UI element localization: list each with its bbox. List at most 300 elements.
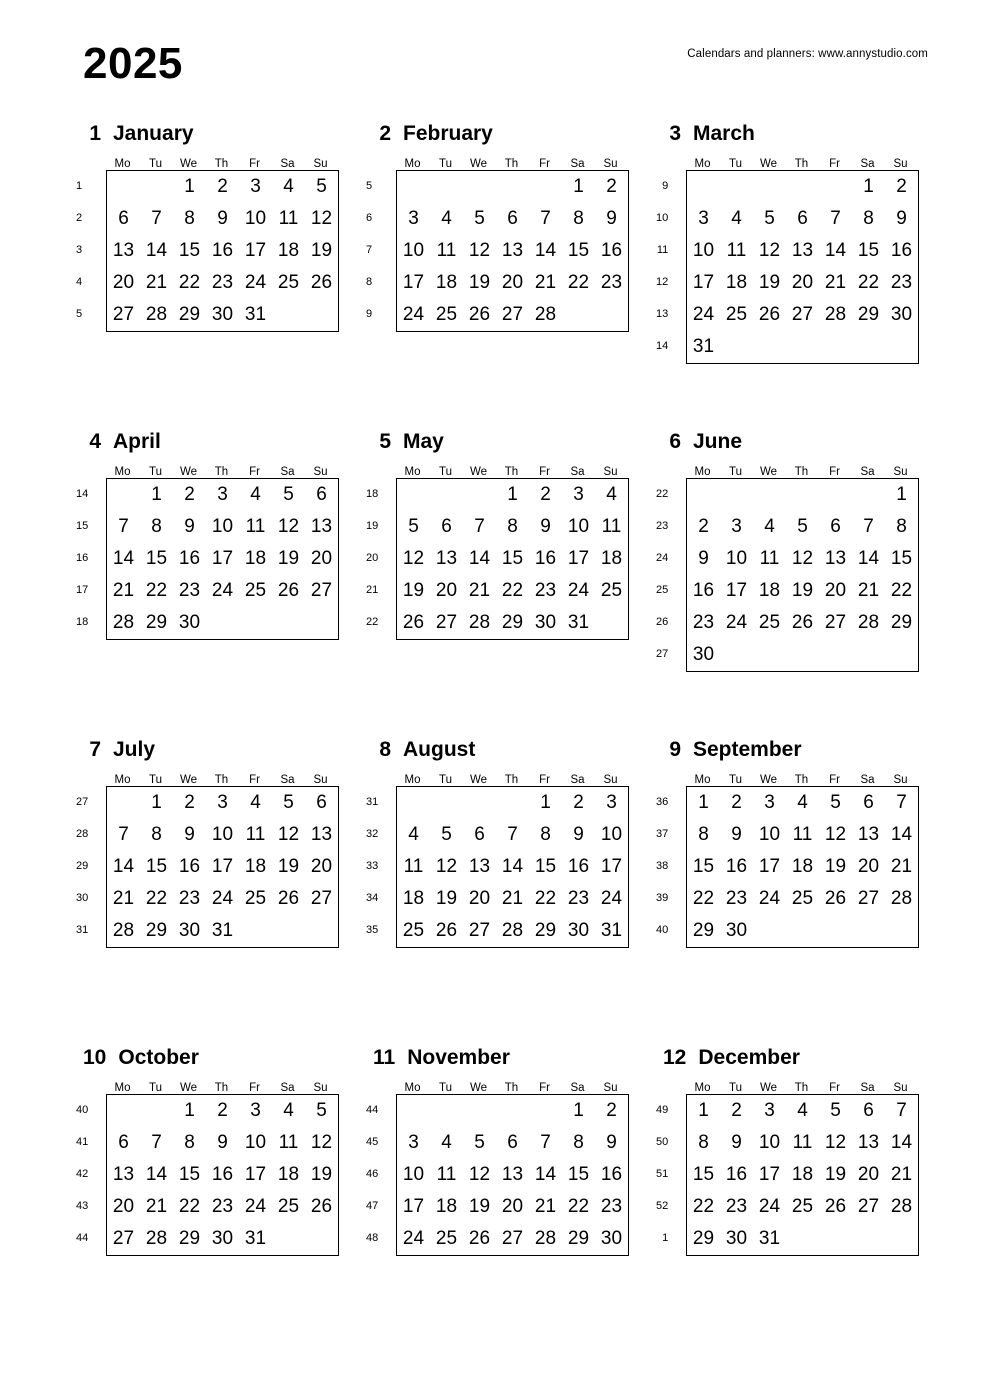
day-cell[interactable]: 18: [791, 856, 814, 877]
day-cell[interactable]: 18: [600, 548, 623, 569]
day-cell[interactable]: 7: [540, 1132, 551, 1153]
day-cell[interactable]: 1: [540, 792, 551, 813]
day-cell[interactable]: 16: [890, 240, 913, 261]
day-cell[interactable]: 19: [824, 1164, 847, 1185]
day-cell[interactable]: 24: [211, 888, 234, 909]
day-cell[interactable]: 14: [112, 856, 135, 877]
day-cell[interactable]: 24: [211, 580, 234, 601]
day-cell[interactable]: 13: [501, 1164, 524, 1185]
day-cell[interactable]: 7: [830, 208, 841, 229]
day-cell[interactable]: 26: [758, 304, 781, 325]
day-cell[interactable]: 17: [211, 548, 234, 569]
day-cell[interactable]: 21: [468, 580, 491, 601]
day-cell[interactable]: 20: [501, 272, 524, 293]
day-cell[interactable]: 13: [857, 1132, 880, 1153]
day-cell[interactable]: 15: [692, 1164, 715, 1185]
day-cell[interactable]: 20: [310, 548, 333, 569]
day-cell[interactable]: 17: [758, 1164, 781, 1185]
day-cell[interactable]: 9: [731, 824, 742, 845]
day-cell[interactable]: 23: [534, 580, 557, 601]
day-cell[interactable]: 15: [692, 856, 715, 877]
day-cell[interactable]: 10: [244, 208, 267, 229]
day-cell[interactable]: 2: [217, 176, 228, 197]
day-cell[interactable]: 3: [731, 516, 742, 537]
day-cell[interactable]: 1: [698, 1100, 709, 1121]
day-cell[interactable]: 27: [824, 612, 847, 633]
day-cell[interactable]: 27: [310, 888, 333, 909]
day-cell[interactable]: 8: [863, 208, 874, 229]
day-cell[interactable]: 3: [764, 1100, 775, 1121]
day-cell[interactable]: 9: [573, 824, 584, 845]
day-cell[interactable]: 5: [408, 516, 419, 537]
day-cell[interactable]: 13: [310, 516, 333, 537]
day-cell[interactable]: 6: [118, 208, 129, 229]
day-cell[interactable]: 26: [402, 612, 425, 633]
day-cell[interactable]: 28: [468, 612, 491, 633]
day-cell[interactable]: 16: [567, 856, 590, 877]
day-cell[interactable]: 28: [534, 304, 557, 325]
day-cell[interactable]: 11: [601, 516, 622, 537]
day-cell[interactable]: 26: [824, 888, 847, 909]
day-cell[interactable]: 18: [435, 272, 458, 293]
day-cell[interactable]: 12: [310, 208, 333, 229]
day-cell[interactable]: 10: [758, 824, 781, 845]
day-cell[interactable]: 7: [540, 208, 551, 229]
day-cell[interactable]: 23: [211, 272, 234, 293]
day-cell[interactable]: 28: [112, 920, 135, 941]
day-cell[interactable]: 6: [316, 792, 327, 813]
day-cell[interactable]: 3: [764, 792, 775, 813]
day-cell[interactable]: 24: [244, 1196, 267, 1217]
day-cell[interactable]: 14: [145, 1164, 168, 1185]
day-cell[interactable]: 13: [791, 240, 814, 261]
day-cell[interactable]: 20: [791, 272, 814, 293]
day-cell[interactable]: 6: [118, 1132, 129, 1153]
day-cell[interactable]: 25: [244, 888, 267, 909]
day-cell[interactable]: 28: [824, 304, 847, 325]
day-cell[interactable]: 11: [792, 824, 813, 845]
day-cell[interactable]: 10: [692, 240, 715, 261]
day-cell[interactable]: 16: [211, 1164, 234, 1185]
day-cell[interactable]: 31: [692, 336, 715, 357]
day-cell[interactable]: 2: [184, 792, 195, 813]
day-cell[interactable]: 23: [600, 1196, 623, 1217]
day-cell[interactable]: 30: [178, 920, 201, 941]
day-cell[interactable]: 22: [178, 1196, 201, 1217]
day-cell[interactable]: 18: [244, 548, 267, 569]
day-cell[interactable]: 6: [507, 208, 518, 229]
day-cell[interactable]: 2: [731, 792, 742, 813]
day-cell[interactable]: 28: [501, 920, 524, 941]
day-cell[interactable]: 11: [245, 516, 266, 537]
day-cell[interactable]: 12: [824, 1132, 847, 1153]
day-cell[interactable]: 28: [112, 612, 135, 633]
day-cell[interactable]: 19: [468, 1196, 491, 1217]
day-cell[interactable]: 22: [534, 888, 557, 909]
day-cell[interactable]: 4: [283, 1100, 294, 1121]
day-cell[interactable]: 25: [725, 304, 748, 325]
day-cell[interactable]: 21: [112, 580, 135, 601]
day-cell[interactable]: 31: [244, 304, 267, 325]
day-cell[interactable]: 26: [277, 888, 300, 909]
day-cell[interactable]: 4: [797, 792, 808, 813]
day-cell[interactable]: 10: [211, 824, 234, 845]
day-cell[interactable]: 7: [896, 792, 907, 813]
day-cell[interactable]: 21: [534, 1196, 557, 1217]
day-cell[interactable]: 4: [441, 208, 452, 229]
day-cell[interactable]: 30: [534, 612, 557, 633]
day-cell[interactable]: 14: [145, 240, 168, 261]
day-cell[interactable]: 26: [468, 1228, 491, 1249]
day-cell[interactable]: 3: [698, 208, 709, 229]
day-cell[interactable]: 22: [890, 580, 913, 601]
day-cell[interactable]: 16: [725, 1164, 748, 1185]
day-cell[interactable]: 21: [112, 888, 135, 909]
day-cell[interactable]: 9: [184, 824, 195, 845]
day-cell[interactable]: 12: [402, 548, 425, 569]
day-cell[interactable]: 1: [573, 1100, 584, 1121]
day-cell[interactable]: 10: [402, 1164, 425, 1185]
day-cell[interactable]: 2: [698, 516, 709, 537]
day-cell[interactable]: 4: [797, 1100, 808, 1121]
day-cell[interactable]: 8: [151, 824, 162, 845]
day-cell[interactable]: 2: [540, 484, 551, 505]
day-cell[interactable]: 28: [534, 1228, 557, 1249]
day-cell[interactable]: 21: [857, 580, 880, 601]
day-cell[interactable]: 7: [474, 516, 485, 537]
day-cell[interactable]: 1: [184, 1100, 195, 1121]
day-cell[interactable]: 21: [890, 1164, 913, 1185]
day-cell[interactable]: 4: [283, 176, 294, 197]
day-cell[interactable]: 2: [606, 1100, 617, 1121]
day-cell[interactable]: 28: [857, 612, 880, 633]
day-cell[interactable]: 27: [791, 304, 814, 325]
day-cell[interactable]: 8: [540, 824, 551, 845]
day-cell[interactable]: 7: [151, 208, 162, 229]
day-cell[interactable]: 23: [567, 888, 590, 909]
day-cell[interactable]: 7: [507, 824, 518, 845]
day-cell[interactable]: 25: [402, 920, 425, 941]
day-cell[interactable]: 5: [316, 1100, 327, 1121]
day-cell[interactable]: 11: [726, 240, 747, 261]
day-cell[interactable]: 8: [896, 516, 907, 537]
day-cell[interactable]: 22: [857, 272, 880, 293]
day-cell[interactable]: 8: [573, 1132, 584, 1153]
day-cell[interactable]: 10: [725, 548, 748, 569]
day-cell[interactable]: 25: [277, 272, 300, 293]
day-cell[interactable]: 24: [567, 580, 590, 601]
day-cell[interactable]: 30: [567, 920, 590, 941]
day-cell[interactable]: 15: [145, 548, 168, 569]
day-cell[interactable]: 5: [830, 1100, 841, 1121]
day-cell[interactable]: 26: [310, 272, 333, 293]
day-cell[interactable]: 4: [441, 1132, 452, 1153]
day-cell[interactable]: 11: [278, 208, 299, 229]
day-cell[interactable]: 27: [501, 304, 524, 325]
day-cell[interactable]: 21: [534, 272, 557, 293]
day-cell[interactable]: 9: [184, 516, 195, 537]
day-cell[interactable]: 3: [217, 792, 228, 813]
day-cell[interactable]: 12: [824, 824, 847, 845]
day-cell[interactable]: 5: [797, 516, 808, 537]
day-cell[interactable]: 16: [178, 856, 201, 877]
day-cell[interactable]: 12: [310, 1132, 333, 1153]
day-cell[interactable]: 25: [277, 1196, 300, 1217]
day-cell[interactable]: 30: [725, 1228, 748, 1249]
day-cell[interactable]: 28: [145, 1228, 168, 1249]
day-cell[interactable]: 10: [567, 516, 590, 537]
day-cell[interactable]: 19: [310, 1164, 333, 1185]
day-cell[interactable]: 27: [435, 612, 458, 633]
day-cell[interactable]: 19: [824, 856, 847, 877]
day-cell[interactable]: 8: [573, 208, 584, 229]
day-cell[interactable]: 8: [698, 1132, 709, 1153]
day-cell[interactable]: 22: [501, 580, 524, 601]
day-cell[interactable]: 5: [830, 792, 841, 813]
day-cell[interactable]: 8: [507, 516, 518, 537]
day-cell[interactable]: 11: [759, 548, 780, 569]
day-cell[interactable]: 5: [283, 792, 294, 813]
day-cell[interactable]: 19: [758, 272, 781, 293]
day-cell[interactable]: 1: [507, 484, 518, 505]
day-cell[interactable]: 9: [606, 1132, 617, 1153]
day-cell[interactable]: 15: [501, 548, 524, 569]
day-cell[interactable]: 8: [184, 208, 195, 229]
day-cell[interactable]: 8: [698, 824, 709, 845]
day-cell[interactable]: 17: [402, 272, 425, 293]
day-cell[interactable]: 18: [277, 1164, 300, 1185]
day-cell[interactable]: 12: [468, 1164, 491, 1185]
day-cell[interactable]: 26: [310, 1196, 333, 1217]
day-cell[interactable]: 29: [567, 1228, 590, 1249]
day-cell[interactable]: 9: [896, 208, 907, 229]
day-cell[interactable]: 31: [567, 612, 590, 633]
day-cell[interactable]: 23: [890, 272, 913, 293]
day-cell[interactable]: 14: [824, 240, 847, 261]
day-cell[interactable]: 3: [217, 484, 228, 505]
day-cell[interactable]: 3: [408, 1132, 419, 1153]
day-cell[interactable]: 15: [145, 856, 168, 877]
day-cell[interactable]: 21: [501, 888, 524, 909]
day-cell[interactable]: 11: [245, 824, 266, 845]
day-cell[interactable]: 5: [316, 176, 327, 197]
day-cell[interactable]: 18: [277, 240, 300, 261]
day-cell[interactable]: 28: [890, 888, 913, 909]
day-cell[interactable]: 26: [277, 580, 300, 601]
day-cell[interactable]: 9: [540, 516, 551, 537]
day-cell[interactable]: 22: [567, 1196, 590, 1217]
day-cell[interactable]: 12: [468, 240, 491, 261]
day-cell[interactable]: 17: [758, 856, 781, 877]
day-cell[interactable]: 12: [758, 240, 781, 261]
day-cell[interactable]: 6: [316, 484, 327, 505]
day-cell[interactable]: 14: [112, 548, 135, 569]
day-cell[interactable]: 25: [791, 888, 814, 909]
day-cell[interactable]: 22: [145, 888, 168, 909]
day-cell[interactable]: 29: [145, 920, 168, 941]
day-cell[interactable]: 18: [791, 1164, 814, 1185]
day-cell[interactable]: 19: [791, 580, 814, 601]
day-cell[interactable]: 21: [824, 272, 847, 293]
day-cell[interactable]: 4: [408, 824, 419, 845]
day-cell[interactable]: 3: [573, 484, 584, 505]
day-cell[interactable]: 24: [244, 272, 267, 293]
day-cell[interactable]: 14: [468, 548, 491, 569]
day-cell[interactable]: 5: [764, 208, 775, 229]
day-cell[interactable]: 7: [863, 516, 874, 537]
day-cell[interactable]: 4: [250, 484, 261, 505]
day-cell[interactable]: 30: [211, 304, 234, 325]
day-cell[interactable]: 28: [890, 1196, 913, 1217]
day-cell[interactable]: 27: [501, 1228, 524, 1249]
day-cell[interactable]: 12: [791, 548, 814, 569]
day-cell[interactable]: 31: [244, 1228, 267, 1249]
day-cell[interactable]: 9: [217, 1132, 228, 1153]
day-cell[interactable]: 6: [474, 824, 485, 845]
day-cell[interactable]: 25: [791, 1196, 814, 1217]
day-cell[interactable]: 3: [250, 1100, 261, 1121]
day-cell[interactable]: 19: [435, 888, 458, 909]
day-cell[interactable]: 13: [857, 824, 880, 845]
day-cell[interactable]: 18: [244, 856, 267, 877]
day-cell[interactable]: 15: [178, 1164, 201, 1185]
day-cell[interactable]: 23: [211, 1196, 234, 1217]
day-cell[interactable]: 6: [797, 208, 808, 229]
day-cell[interactable]: 12: [277, 516, 300, 537]
day-cell[interactable]: 14: [534, 240, 557, 261]
day-cell[interactable]: 20: [112, 1196, 135, 1217]
day-cell[interactable]: 25: [435, 1228, 458, 1249]
day-cell[interactable]: 4: [731, 208, 742, 229]
day-cell[interactable]: 7: [118, 824, 129, 845]
day-cell[interactable]: 2: [573, 792, 584, 813]
day-cell[interactable]: 29: [178, 304, 201, 325]
day-cell[interactable]: 11: [436, 240, 457, 261]
day-cell[interactable]: 31: [211, 920, 234, 941]
day-cell[interactable]: 10: [244, 1132, 267, 1153]
day-cell[interactable]: 28: [145, 304, 168, 325]
day-cell[interactable]: 1: [184, 176, 195, 197]
day-cell[interactable]: 31: [600, 920, 623, 941]
day-cell[interactable]: 22: [145, 580, 168, 601]
day-cell[interactable]: 26: [435, 920, 458, 941]
day-cell[interactable]: 27: [112, 1228, 135, 1249]
day-cell[interactable]: 15: [890, 548, 913, 569]
day-cell[interactable]: 27: [112, 304, 135, 325]
day-cell[interactable]: 13: [112, 1164, 135, 1185]
day-cell[interactable]: 22: [178, 272, 201, 293]
day-cell[interactable]: 20: [824, 580, 847, 601]
day-cell[interactable]: 26: [791, 612, 814, 633]
day-cell[interactable]: 23: [600, 272, 623, 293]
day-cell[interactable]: 9: [698, 548, 709, 569]
day-cell[interactable]: 22: [692, 888, 715, 909]
day-cell[interactable]: 29: [890, 612, 913, 633]
day-cell[interactable]: 17: [600, 856, 623, 877]
day-cell[interactable]: 17: [402, 1196, 425, 1217]
day-cell[interactable]: 14: [534, 1164, 557, 1185]
day-cell[interactable]: 20: [112, 272, 135, 293]
day-cell[interactable]: 18: [402, 888, 425, 909]
day-cell[interactable]: 3: [250, 176, 261, 197]
day-cell[interactable]: 19: [402, 580, 425, 601]
day-cell[interactable]: 16: [600, 1164, 623, 1185]
day-cell[interactable]: 23: [178, 888, 201, 909]
day-cell[interactable]: 30: [211, 1228, 234, 1249]
day-cell[interactable]: 24: [600, 888, 623, 909]
day-cell[interactable]: 29: [857, 304, 880, 325]
day-cell[interactable]: 2: [896, 176, 907, 197]
day-cell[interactable]: 16: [178, 548, 201, 569]
day-cell[interactable]: 24: [402, 1228, 425, 1249]
day-cell[interactable]: 10: [600, 824, 623, 845]
day-cell[interactable]: 7: [896, 1100, 907, 1121]
day-cell[interactable]: 5: [474, 208, 485, 229]
day-cell[interactable]: 5: [474, 1132, 485, 1153]
day-cell[interactable]: 13: [310, 824, 333, 845]
day-cell[interactable]: 16: [725, 856, 748, 877]
day-cell[interactable]: 23: [178, 580, 201, 601]
day-cell[interactable]: 14: [890, 824, 913, 845]
day-cell[interactable]: 11: [436, 1164, 457, 1185]
day-cell[interactable]: 18: [725, 272, 748, 293]
day-cell[interactable]: 12: [435, 856, 458, 877]
day-cell[interactable]: 21: [890, 856, 913, 877]
day-cell[interactable]: 13: [501, 240, 524, 261]
day-cell[interactable]: 2: [731, 1100, 742, 1121]
day-cell[interactable]: 10: [211, 516, 234, 537]
day-cell[interactable]: 21: [145, 1196, 168, 1217]
day-cell[interactable]: 25: [758, 612, 781, 633]
day-cell[interactable]: 16: [534, 548, 557, 569]
day-cell[interactable]: 27: [310, 580, 333, 601]
day-cell[interactable]: 20: [435, 580, 458, 601]
day-cell[interactable]: 8: [151, 516, 162, 537]
day-cell[interactable]: 30: [692, 644, 715, 665]
day-cell[interactable]: 25: [600, 580, 623, 601]
day-cell[interactable]: 29: [534, 920, 557, 941]
day-cell[interactable]: 6: [863, 792, 874, 813]
day-cell[interactable]: 2: [217, 1100, 228, 1121]
day-cell[interactable]: 2: [606, 176, 617, 197]
day-cell[interactable]: 15: [567, 240, 590, 261]
day-cell[interactable]: 6: [830, 516, 841, 537]
day-cell[interactable]: 13: [468, 856, 491, 877]
day-cell[interactable]: 14: [501, 856, 524, 877]
day-cell[interactable]: 1: [698, 792, 709, 813]
day-cell[interactable]: 6: [863, 1100, 874, 1121]
day-cell[interactable]: 29: [692, 920, 715, 941]
day-cell[interactable]: 5: [283, 484, 294, 505]
day-cell[interactable]: 27: [857, 888, 880, 909]
day-cell[interactable]: 15: [567, 1164, 590, 1185]
day-cell[interactable]: 29: [178, 1228, 201, 1249]
day-cell[interactable]: 24: [758, 1196, 781, 1217]
day-cell[interactable]: 9: [606, 208, 617, 229]
day-cell[interactable]: 3: [408, 208, 419, 229]
day-cell[interactable]: 30: [600, 1228, 623, 1249]
day-cell[interactable]: 21: [145, 272, 168, 293]
day-cell[interactable]: 15: [534, 856, 557, 877]
day-cell[interactable]: 6: [507, 1132, 518, 1153]
day-cell[interactable]: 18: [758, 580, 781, 601]
day-cell[interactable]: 30: [725, 920, 748, 941]
day-cell[interactable]: 19: [277, 856, 300, 877]
day-cell[interactable]: 18: [435, 1196, 458, 1217]
day-cell[interactable]: 14: [890, 1132, 913, 1153]
day-cell[interactable]: 9: [217, 208, 228, 229]
day-cell[interactable]: 10: [402, 240, 425, 261]
